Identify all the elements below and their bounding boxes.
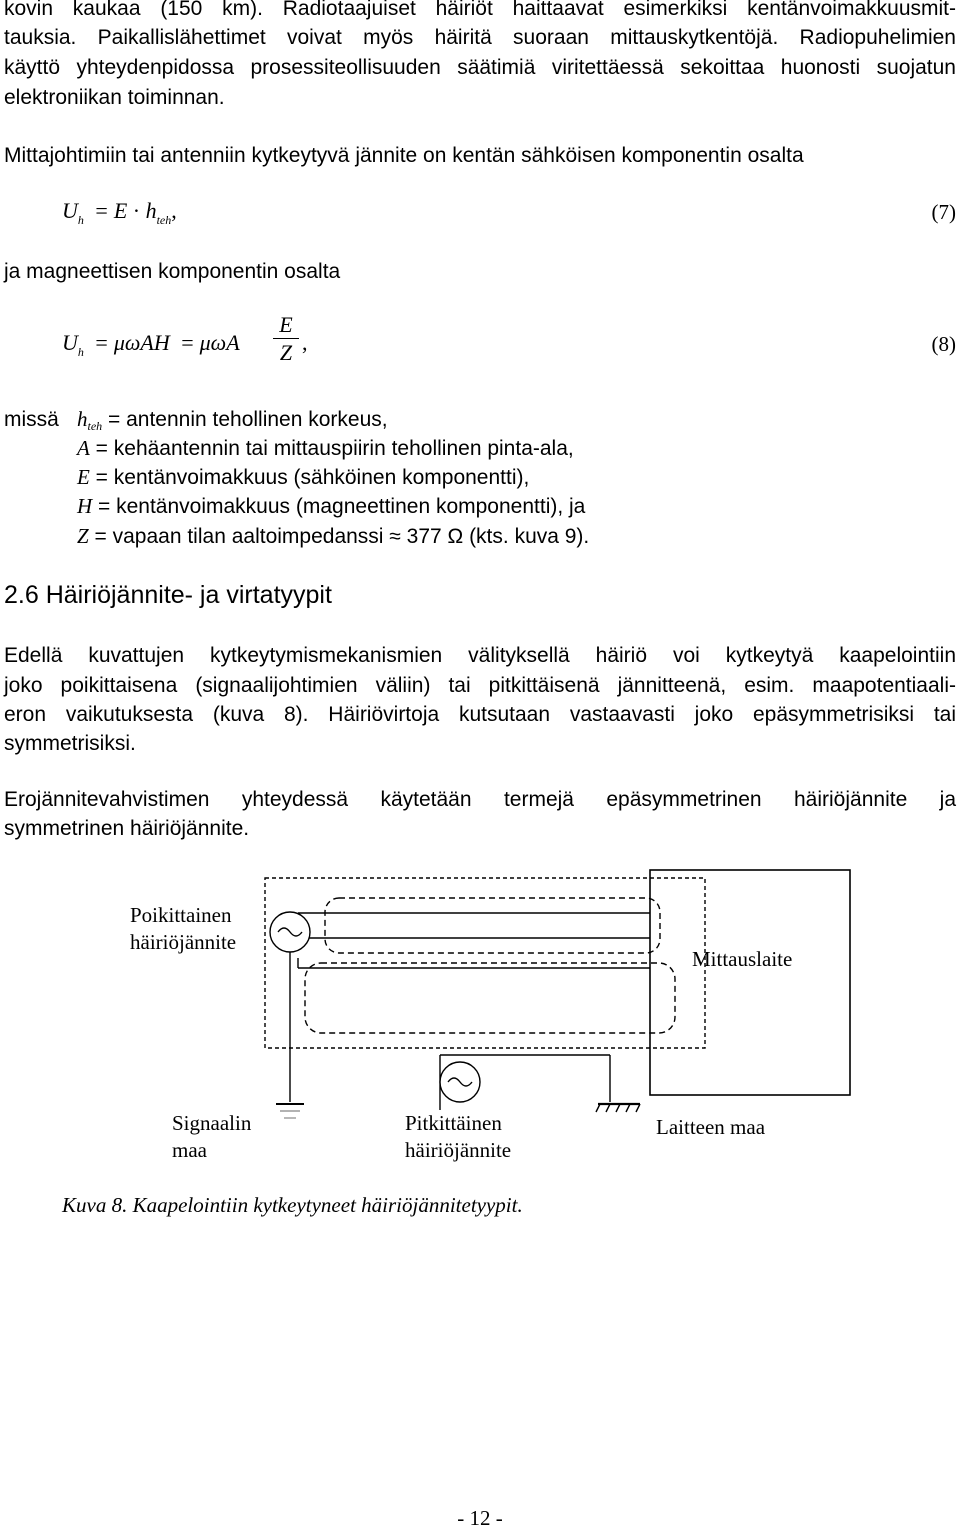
eq8-lhs: U: [62, 330, 78, 355]
equation-7-number: (7): [931, 200, 956, 224]
definition-e: [77, 463, 529, 492]
def-text: = antennin tehollinen korkeus,: [102, 408, 388, 431]
def-text: = kentänvoimakkuus (magneettinen komponentti), ja: [92, 495, 586, 518]
definition-z: [77, 522, 589, 551]
equation-7: [62, 198, 177, 227]
paragraph-edella-line-3: eron vaikutuksesta (kuva 8). Häiriövirtoja kutsutaan vastaavasti joko epäsymmetrisiksi tai: [4, 703, 956, 726]
label-line: maa: [172, 1138, 207, 1162]
eq8-denominator: Z: [279, 340, 293, 365]
def-text: = kentänvoimakkuus (sähköinen komponentti),: [89, 466, 530, 489]
paragraph-magneettisen: ja magneettisen komponentin osalta: [4, 260, 341, 283]
def-text: = vapaan tilan aaltoimpedanssi ≈ 377 Ω (kts. kuva 9).: [88, 525, 590, 548]
def-symbol: h: [77, 407, 88, 431]
equation-8-number: (8): [931, 332, 956, 356]
def-symbol: E: [77, 465, 90, 489]
label-longitudinal-voltage: [405, 1110, 511, 1164]
section-heading: 2.6 Häiriöjännite- ja virtatyypit: [4, 581, 332, 609]
intro-line-4: elektroniikan toiminnan.: [4, 86, 225, 109]
definition-h: [77, 492, 585, 521]
definition-a: [77, 434, 574, 463]
eq8-mid: μωAH: [113, 330, 170, 355]
eq7-e: E: [113, 198, 128, 223]
eq7-comma: ,: [171, 198, 177, 223]
paragraph-edella-line-1: Edellä kuvattujen kytkeytymismekanismien välityksellä häiriö voi kytkeytyä kaapelointiin: [4, 644, 956, 667]
paragraph-mittajohtimiin: Mittajohtimiin tai antenniin kytkeytyvä jännite on kentän sähköisen komponentin osalta: [4, 144, 804, 167]
eq7-lhs-sub: h: [77, 213, 84, 227]
paragraph-edella-line-4: symmetrisiksi.: [4, 732, 136, 755]
figure-caption: Kuva 8. Kaapelointiin kytkeytyneet häiriöjännitetyypit.: [62, 1193, 523, 1217]
intro-line-2: tauksia. Paikallislähettimet voivat myös häiritä suoraan mittauskytkentöjä. Radiopuhelimien: [4, 26, 956, 49]
eq8-equals-1: =: [95, 330, 108, 355]
equation-8: [62, 330, 240, 359]
measurement-device-box: [650, 870, 850, 1095]
eq7-h: h: [145, 198, 157, 223]
intro-line-1: kovin kaukaa (150 km). Radiotaajuiset häiriöt haittaavat esimerkiksi kentänvoimakkuusmit-: [4, 0, 956, 20]
paragraph-erojannite-line-1: Erojännitevahvistimen yhteydessä käytetään termejä epäsymmetrinen häiriöjännite ja: [4, 788, 956, 811]
chassis-ground-hatch: [616, 1104, 620, 1112]
eq8-mid2: μωA: [199, 330, 240, 355]
label-signal-ground: [172, 1110, 251, 1164]
chassis-ground-hatch: [636, 1104, 640, 1112]
def-symbol-sub: teh: [87, 419, 103, 433]
chassis-ground-hatch: [626, 1104, 630, 1112]
eq8-comma: ,: [302, 330, 308, 355]
eq7-dot: ·: [132, 198, 141, 223]
def-symbol: A: [77, 436, 90, 460]
eq7-lhs: U: [62, 198, 78, 223]
definitions-missa: missä: [4, 408, 59, 431]
paragraph-edella-line-2: joko poikittaisena (signaalijohtimien väliin) tai pitkittäisenä jännitteenä, esim. maapotentiaali-: [4, 674, 956, 697]
label-device-ground: Laitteen maa: [656, 1115, 766, 1139]
paragraph-erojannite-line-2: symmetrinen häiriöjännite.: [4, 817, 250, 840]
label-line: häiriöjännite: [130, 930, 237, 954]
eq7-equals: =: [95, 198, 108, 223]
page-number: - 12 -: [457, 1506, 503, 1530]
label-line: Signaalin: [172, 1111, 252, 1135]
label-line: häiriöjännite: [405, 1138, 512, 1162]
eq8-equals-2: =: [181, 330, 194, 355]
intro-line-3: käyttö yhteydenpidossa prosessiteollisuuden säätimiä viritettäessä sekoittaa huonosti suojatun: [4, 56, 956, 79]
eq8-lhs-sub: h: [77, 345, 84, 359]
eq7-h-sub: teh: [156, 213, 172, 227]
def-symbol: Z: [77, 524, 89, 548]
upper-loop-dashed: [325, 898, 660, 953]
eq8-numerator: E: [279, 312, 293, 337]
label-measurement-device: Mittauslaite: [692, 947, 793, 971]
def-text: = kehäantennin tai mittauspiirin tehollinen pinta-ala,: [89, 437, 574, 460]
lower-loop-dashed: [305, 963, 675, 1033]
chassis-ground-hatch: [606, 1104, 610, 1112]
eq8-fraction: [273, 312, 299, 367]
chassis-ground-hatch: [596, 1104, 600, 1112]
label-line: Pitkittäinen: [405, 1111, 502, 1135]
label-line: Poikittainen: [130, 903, 232, 927]
definition-h-teh: [77, 405, 388, 437]
label-transverse-voltage: [130, 902, 236, 956]
def-symbol: H: [77, 494, 93, 518]
